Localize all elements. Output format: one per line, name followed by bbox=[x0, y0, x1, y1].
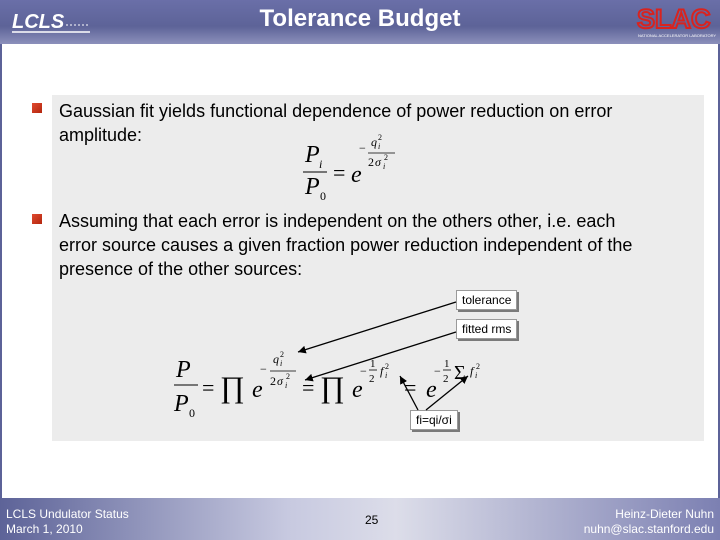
footer-right bbox=[584, 507, 714, 537]
bullet-1-line-2: amplitude: bbox=[59, 125, 143, 145]
svg-text:f: f bbox=[470, 364, 474, 378]
svg-text:i: i bbox=[319, 157, 323, 171]
svg-text:P: P bbox=[174, 391, 189, 417]
svg-text:i: i bbox=[475, 371, 478, 380]
svg-text:2: 2 bbox=[368, 155, 374, 169]
svg-text:e: e bbox=[426, 377, 437, 403]
equation-product bbox=[168, 345, 508, 425]
svg-text:P: P bbox=[305, 142, 320, 168]
svg-text:i: i bbox=[280, 359, 283, 368]
svg-text:i: i bbox=[378, 142, 381, 151]
svg-text:q: q bbox=[371, 135, 377, 149]
svg-text:2: 2 bbox=[286, 372, 290, 381]
svg-text:q: q bbox=[273, 352, 279, 366]
footer-presentation-title: LCLS Undulator Status bbox=[6, 507, 129, 521]
footer-author: Heinz-Dieter Nuhn bbox=[615, 507, 714, 521]
footer-left bbox=[6, 507, 129, 537]
svg-text:σ: σ bbox=[375, 155, 381, 169]
lcls-logo-text: LCLS bbox=[12, 11, 65, 33]
bullet-2-line-2: error source causes a given fraction power reduction independent of the bbox=[59, 235, 633, 255]
svg-text:−: − bbox=[359, 141, 366, 155]
svg-text:P: P bbox=[305, 174, 320, 200]
svg-text:2: 2 bbox=[384, 153, 388, 162]
svg-text:2: 2 bbox=[280, 350, 284, 359]
svg-text:e: e bbox=[351, 162, 362, 188]
page-number: 25 bbox=[365, 513, 379, 527]
svg-text:σ: σ bbox=[277, 374, 283, 388]
svg-text:2: 2 bbox=[378, 133, 382, 142]
svg-text:−: − bbox=[360, 364, 367, 378]
svg-text:1: 1 bbox=[370, 358, 376, 370]
page-title: Tolerance Budget bbox=[259, 5, 461, 32]
slac-logo-subtext: NATIONAL ACCELERATOR LABORATORY bbox=[638, 33, 717, 38]
svg-text:−: − bbox=[434, 364, 441, 378]
svg-text:0: 0 bbox=[320, 189, 326, 203]
svg-text:=: = bbox=[404, 375, 417, 400]
svg-text:2: 2 bbox=[476, 362, 480, 371]
bullet-2-line-1: Assuming that each error is independent on the others other, i.e. each bbox=[59, 211, 616, 231]
svg-text:e: e bbox=[252, 377, 263, 403]
svg-text:∏: ∏ bbox=[220, 371, 245, 404]
svg-text:e: e bbox=[352, 377, 363, 403]
svg-text:2: 2 bbox=[385, 362, 389, 371]
callout-fitted-rms: fitted rms bbox=[456, 319, 517, 339]
footer-date: March 1, 2010 bbox=[6, 522, 83, 536]
bullet-1-line-1: Gaussian fit yields functional dependence of power reduction on error bbox=[59, 101, 613, 121]
svg-text:i: i bbox=[285, 381, 288, 390]
svg-text:=: = bbox=[302, 375, 315, 400]
svg-text:Σ: Σ bbox=[454, 362, 466, 384]
svg-text:=: = bbox=[333, 160, 346, 185]
svg-text:1: 1 bbox=[444, 358, 450, 370]
svg-text:P: P bbox=[176, 357, 191, 383]
svg-text:i: i bbox=[385, 371, 388, 380]
svg-text:f: f bbox=[380, 364, 384, 378]
svg-text:2: 2 bbox=[369, 373, 375, 385]
callout-tolerance: tolerance bbox=[456, 290, 517, 310]
footer-email: nuhn@slac.stanford.edu bbox=[583, 522, 714, 536]
svg-text:∏: ∏ bbox=[320, 371, 345, 404]
callout-f-text: fi=qi/σi bbox=[416, 413, 452, 427]
svg-text:−: − bbox=[260, 362, 267, 376]
bullet-2-line-3: presence of the other sources: bbox=[59, 259, 303, 279]
svg-text:i: i bbox=[383, 162, 386, 171]
footer-bar bbox=[0, 498, 720, 540]
svg-text:=: = bbox=[202, 375, 215, 400]
svg-text:2: 2 bbox=[443, 373, 449, 385]
svg-text:0: 0 bbox=[189, 406, 195, 420]
svg-text:2: 2 bbox=[270, 374, 276, 388]
slac-logo-text: SLAC bbox=[637, 4, 711, 34]
